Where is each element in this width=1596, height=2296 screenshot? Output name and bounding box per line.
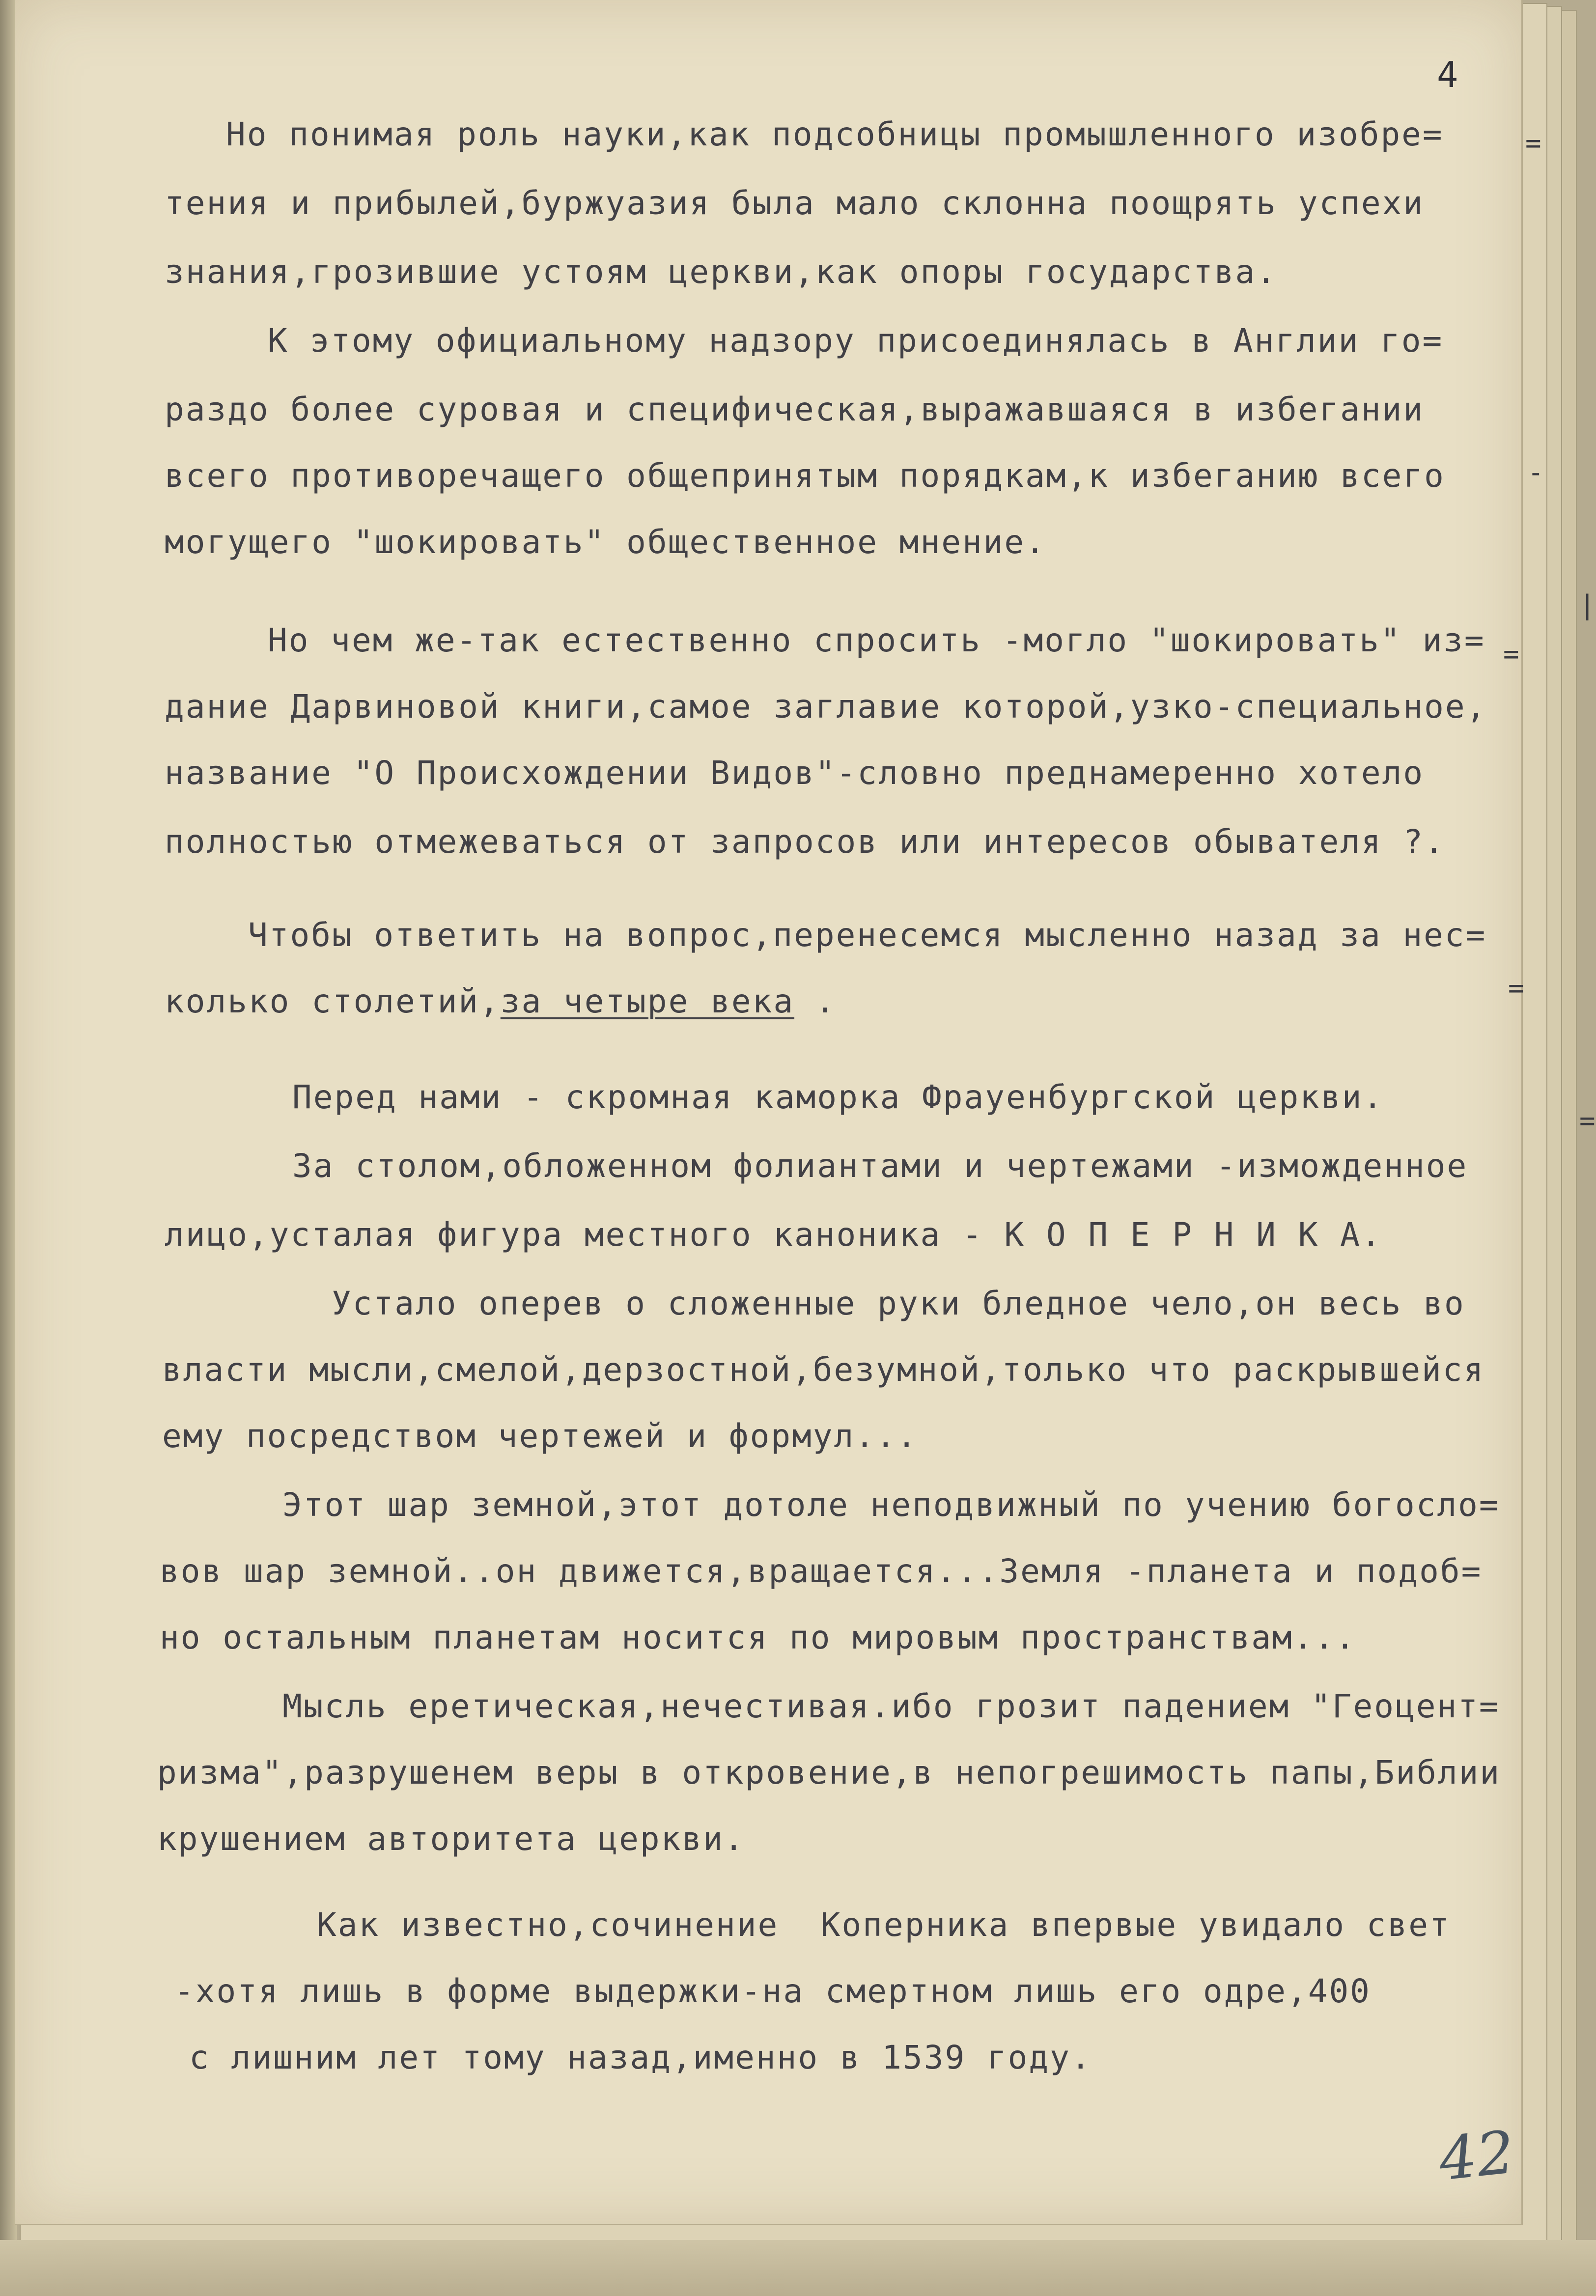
text-line: всего противоречащего общепринятым порядкам,к избеганию всего <box>165 457 1445 495</box>
text-line: К этому официальному надзору присоединялась в Англии го= <box>268 322 1444 360</box>
page-number: 4 <box>1437 54 1458 95</box>
text-line: Как известно,сочинение Коперника впервые увидало свет <box>317 1906 1451 1944</box>
text-line: лицо,усталая фигура местного каноника - К О П Е Р Н И К А. <box>165 1216 1382 1254</box>
text-line: Но чем же-так естественно спросить -могло "шокировать" из= <box>268 621 1485 659</box>
text-fragment: . <box>794 982 837 1020</box>
text-line: полностью отмежеваться от запросов или интересов обывателя ?. <box>165 823 1445 861</box>
margin-mark: = <box>1503 639 1519 670</box>
text-line: власти мысли,смелой,дерзостной,безумной,только что раскрывшейся <box>162 1351 1485 1389</box>
margin-mark: - <box>1528 457 1544 488</box>
text-line: Перед нами - скромная каморка Фрауенбургской церкви. <box>292 1078 1384 1116</box>
text-line: Но понимая роль науки,как подсобницы промышленного изобре= <box>226 115 1444 153</box>
text-line: знания,грозившие устоям церкви,как опоры государства. <box>165 253 1277 291</box>
margin-mark: = <box>1508 973 1524 1004</box>
text-line: Чтобы ответить на вопрос,перенесемся мысленно назад за нес= <box>248 916 1487 954</box>
margin-mark: = <box>1525 128 1541 159</box>
underlined-phrase: за четыре века <box>500 982 795 1020</box>
text-line: ризма",разрушенем веры в откровение,в непогрешимость папы,Библии <box>157 1754 1501 1792</box>
text-line: За столом,обложенном фолиантами и чертежами -изможденное <box>292 1147 1468 1185</box>
folder-bottom-edge <box>0 2240 1596 2296</box>
text-line: дание Дарвиновой книги,самое заглавие которой,узко-специальное, <box>165 688 1487 726</box>
text-line: Этот шар земной,этот дотоле неподвижный по учению богосло= <box>282 1486 1500 1524</box>
text-line: с лишним лет тому назад,именно в 1539 году. <box>189 2039 1092 2076</box>
text-line: тения и прибылей,буржуазия была мало склонна поощрять успехи <box>165 184 1425 222</box>
text-line: Устало оперев о сложенные руки бледное чело,он весь во <box>332 1285 1465 1322</box>
binding-edge <box>0 0 17 2296</box>
handwritten-folio-number: 42 <box>1436 2118 1518 2194</box>
text-line: раздо более суровая и специфическая,выражавшаяся в избегании <box>165 391 1425 428</box>
text-line: крушением авторитета церкви. <box>157 1820 745 1858</box>
text-line: Мысль еретическая,нечестивая.ибо грозит падением "Геоцент= <box>282 1687 1500 1725</box>
margin-mark: = <box>1579 1105 1596 1136</box>
typewritten-page <box>15 0 1523 2225</box>
text-fragment: колько столетий, <box>165 982 501 1020</box>
text-line: ему посредством чертежей и формул... <box>162 1417 918 1455</box>
text-line: вов шар земной..он движется,вращается...Земля -планета и подоб= <box>160 1552 1483 1590</box>
text-line: могущего "шокировать" общественное мнение. <box>165 523 1046 561</box>
text-line: название "О Происхождении Видов"-словно преднамеренно хотело <box>165 754 1425 792</box>
text-line: но остальным планетам носится по мировым пространствам... <box>160 1619 1356 1656</box>
text-line <box>165 982 837 1020</box>
margin-mark: | <box>1579 589 1596 620</box>
text-line: -хотя лишь в форме выдержки-на смертном лишь его одре,400 <box>174 1972 1371 2010</box>
